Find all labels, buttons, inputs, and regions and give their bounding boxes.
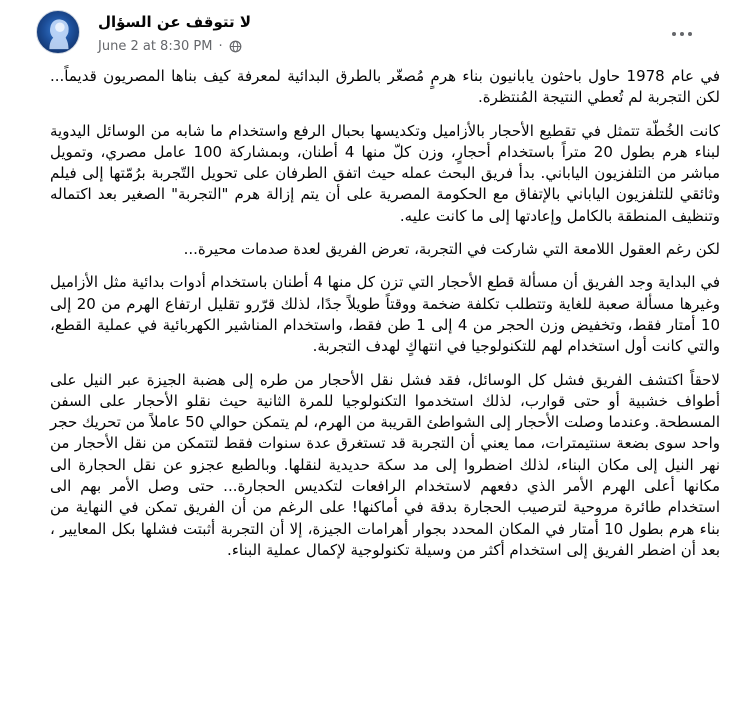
post-paragraph: في عام 1978 حاول باحثون يابانيون بناء هرمٍ مُصغّر بالطرق البدائية لمعرفة كيف بناها المصريون قديماً... لكن التجربة لم تُعطي النتيجة المُنتظرة. [50, 67, 720, 107]
avatar[interactable] [36, 10, 80, 54]
meta-separator: · [218, 39, 223, 54]
more-horizontal-icon[interactable] [664, 20, 700, 48]
post-header [20, 0, 724, 66]
head-silhouette-icon [37, 11, 79, 53]
post-paragraph: لاحقاً اكتشف الفريق فشل كل الوسائل، فقد فشل نقل الأحجار من طره إلى هضبة الجيزة عبر النيل على أطواف خشبية أو حتى قوارب، لذلك استخدموا التكنولوجيا للمرة الثانية حيث نقلو الأحجار على السفن المسطحة. وعندما وصلت الأحجار إلى الشواطئ القريبة من الهرم، لم يتمكن حوالي 50 عاملاً من تحريك حجر واحد سوى بضعة سنتيمترات، مما يعني أن التجربة قد تستغرق عدة سنوات فقط لتتمكن من نقل الأحجار من نهر النيل إلى مكان البناء، لذلك اضطروا إلى مد سكة حديدية لنقلها. وبالطبع عجزو عن نقل الحجارة الى مكانها أعلى الهرم الأمر الذي دفعهم لاستخدام الرافعات لتكديس الحجارة... حتى وصل الأمر بهم الى استخدام طائرة مروحية لترصيب الحجارة بدقة في أماكنها! على الرغم من أن الفريق تمكن في النهاية من بناء هرم بطول 10 أمتار في المكان المحدد بجوار أهرامات الجيزة، إلا أن التجربة أثبتت فشلها بكل المعايير ، بعد أن اضطر الفريق إلى استخدام أكثر من وسيلة تكنولوجية لإكمال عملية البناء. [50, 370, 720, 559]
post-paragraph: في البداية وجد الفريق أن مسألة قطع الأحجار التي تزن كل منها 4 أطنان باستخدام أدوات بدائية مثل الأزاميل وغيرها مسألة صعبة للغاية وتتطلب تكلفة ضخمة ووقتاً طويلاً جدًا، لذلك قرّرو تقليل ارتفاع الهرم من 20 إلى 10 أمتار فقط، وتخفيض وزن الحجر من 4 إلى 1 طن فقط، واستخدام المناشير الكهربائية في عملية القطع، والتي كانت أول استخدام لهم للتكنولوجيا في انتهاكٍ لهدف التجربة. [50, 273, 721, 356]
page-name[interactable]: لا تتوقف عن السؤال [98, 13, 252, 31]
post-meta [98, 39, 242, 54]
post-paragraph: لكن رغم العقول اللامعة التي شاركت في التجربة، تعرض الفريق لعدة صدمات محيرة... [183, 240, 720, 259]
post-body [20, 66, 724, 561]
post-date[interactable]: June 2 at 8:30 PM [98, 39, 213, 54]
post-paragraph: كانت الخُطّة تتمثل في تقطيع الأحجار بالأزاميل وتكديسها بحبال الرفع واستخدام ما شابه من الوسائل اليدوية لبناء هرم بطول 20 متراً باستخدام أحجارٍ، وزن كلّ منها 4 أطنان، وبمشاركة 100 عامل مصري، وتمويل مباشر من التلفزيون الياباني. بدأ فريق البحث عمله حيث اتفق الطرفان على تحويل التّجربة برُمّتها إلى فيلم وثائقي للتلفزيون الياباني بالإتفاق مع الحكومة المصرية على أن يتم إزالة هرم "التجربة" الصغير بعد اكتماله وتنظيف المنطقة بالكامل وإعادتها إلى ما كانت عليه. [50, 121, 721, 225]
globe-icon[interactable] [229, 40, 242, 53]
